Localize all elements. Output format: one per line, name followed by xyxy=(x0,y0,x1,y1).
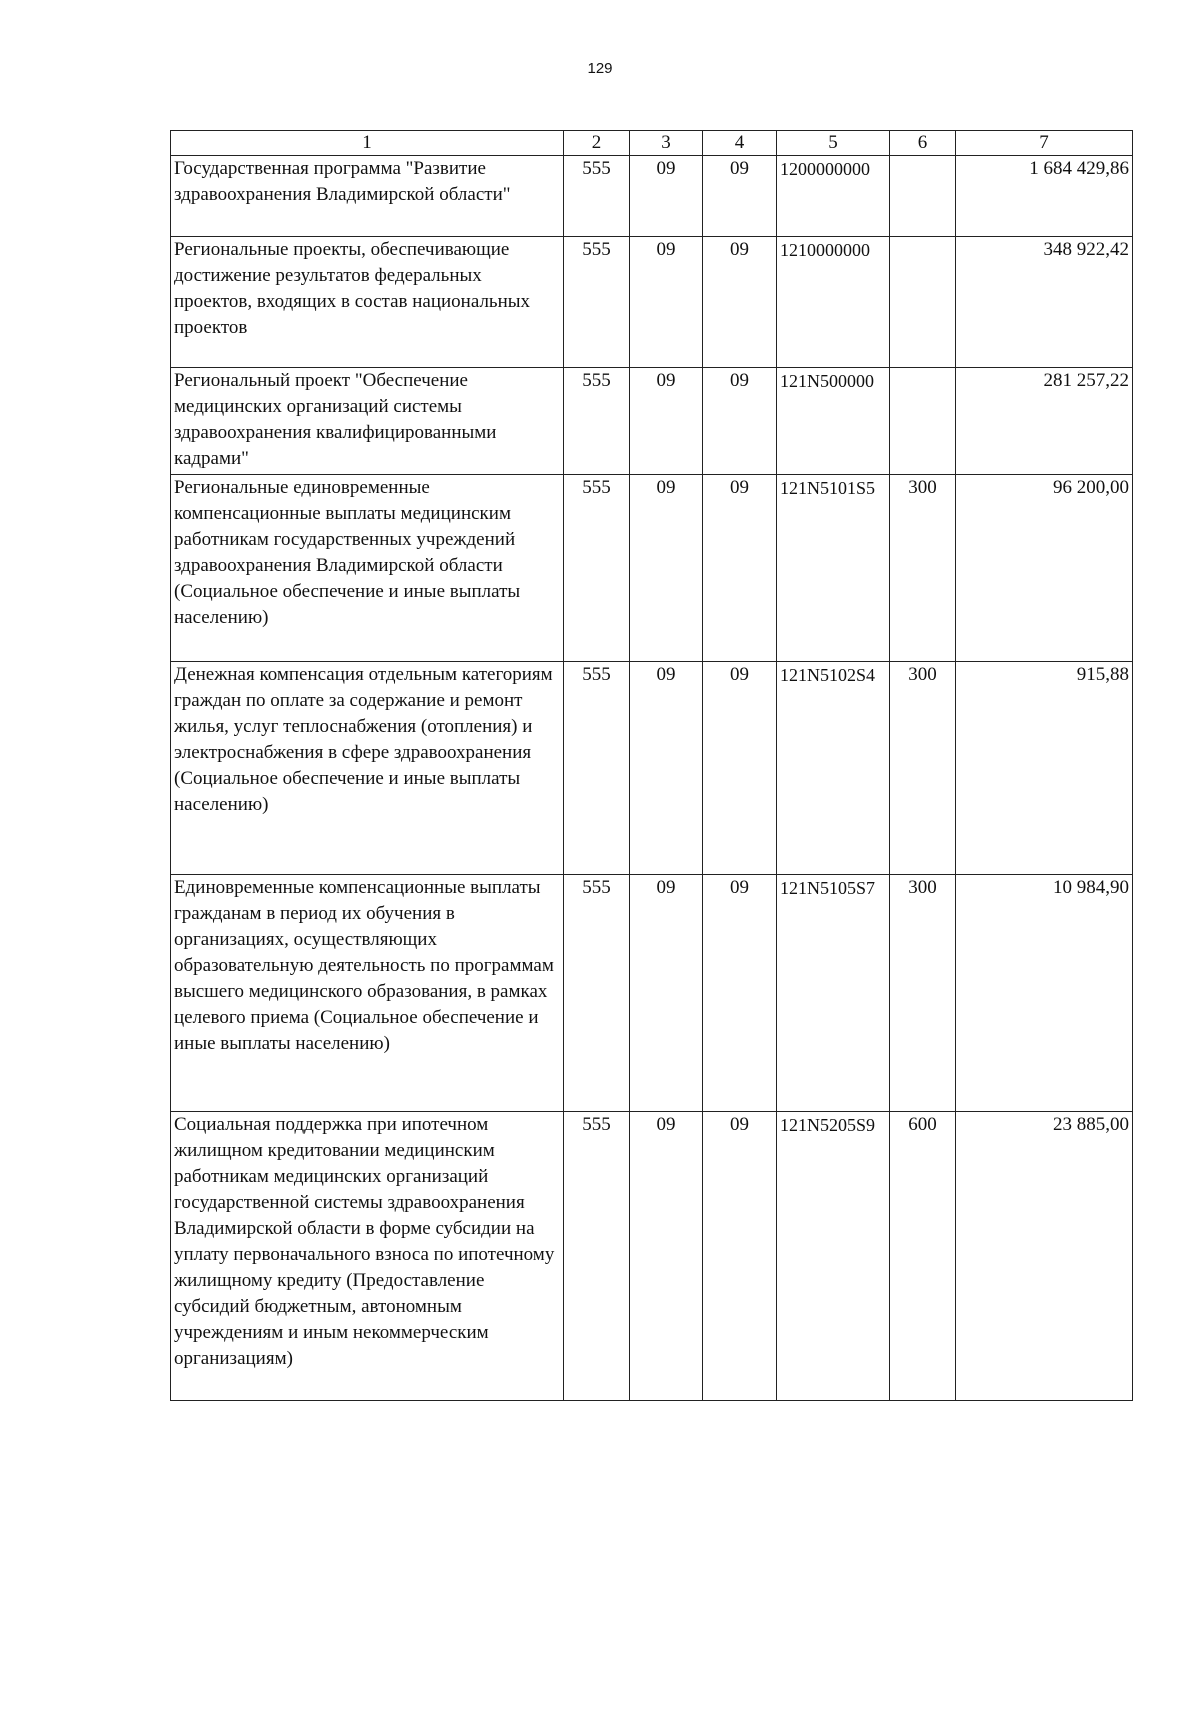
row-ministry: 555 xyxy=(564,237,630,368)
row-target: 121N5102S4 xyxy=(777,662,890,875)
row-section: 09 xyxy=(630,237,703,368)
row-amount: 23 885,00 xyxy=(956,1112,1133,1401)
page-number: 129 xyxy=(587,60,613,77)
row-subsection: 09 xyxy=(703,156,777,237)
row-section: 09 xyxy=(630,1112,703,1401)
row-name: Единовременные компенсационные выплаты гражданам в период их обучения в организациях, осуществляющих образовательную деятельность по программам высшего медицинского образования, в рамках целевого приема (Социальное обеспечение и иные выплаты населению) xyxy=(171,875,564,1112)
row-section: 09 xyxy=(630,156,703,237)
row-section: 09 xyxy=(630,875,703,1112)
header-col-4: 4 xyxy=(703,131,777,156)
row-subsection: 09 xyxy=(703,368,777,475)
row-target: 1210000000 xyxy=(777,237,890,368)
table-row xyxy=(171,1112,1133,1401)
row-subsection: 09 xyxy=(703,662,777,875)
row-amount: 915,88 xyxy=(956,662,1133,875)
row-expense-type xyxy=(890,368,956,475)
row-name: Региональные единовременные компенсационные выплаты медицинским работникам государственных учреждений здравоохранения Владимирской области (Социальное обеспечение и иные выплаты населению) xyxy=(171,475,564,662)
row-target: 121N5205S9 xyxy=(777,1112,890,1401)
header-col-2: 2 xyxy=(564,131,630,156)
row-amount: 348 922,42 xyxy=(956,237,1133,368)
table-row xyxy=(171,875,1133,1112)
row-expense-type: 300 xyxy=(890,662,956,875)
row-subsection: 09 xyxy=(703,237,777,368)
row-name: Социальная поддержка при ипотечном жилищном кредитовании медицинским работникам медицинских организаций государственной системы здравоохранения Владимирской области в форме субсидии на уплату первоначального взноса по ипотечному жилищному кредиту (Предоставление субсидий бюджетным, автономным учреждениям и иным некоммерческим организациям) xyxy=(171,1112,564,1401)
header-col-6: 6 xyxy=(890,131,956,156)
row-expense-type: 300 xyxy=(890,875,956,1112)
header-col-1: 1 xyxy=(171,131,564,156)
row-target: 1200000000 xyxy=(777,156,890,237)
table-header xyxy=(171,131,1133,156)
header-row xyxy=(171,131,1133,156)
row-expense-type: 600 xyxy=(890,1112,956,1401)
row-amount: 281 257,22 xyxy=(956,368,1133,475)
row-name: Государственная программа "Развитие здравоохранения Владимирской области" xyxy=(171,156,564,237)
row-subsection: 09 xyxy=(703,475,777,662)
row-section: 09 xyxy=(630,662,703,875)
table-body xyxy=(171,156,1133,1401)
row-ministry: 555 xyxy=(564,368,630,475)
header-col-3: 3 xyxy=(630,131,703,156)
row-expense-type: 300 xyxy=(890,475,956,662)
row-target: 121N5105S7 xyxy=(777,875,890,1112)
row-ministry: 555 xyxy=(564,662,630,875)
row-ministry: 555 xyxy=(564,875,630,1112)
row-name: Региональные проекты, обеспечивающие достижение результатов федеральных проектов, входящих в состав национальных проектов xyxy=(171,237,564,368)
row-subsection: 09 xyxy=(703,875,777,1112)
row-name: Региональный проект "Обеспечение медицинских организаций системы здравоохранения квалифицированными кадрами" xyxy=(171,368,564,475)
table-row xyxy=(171,662,1133,875)
row-expense-type xyxy=(890,156,956,237)
table-row xyxy=(171,156,1133,237)
row-section: 09 xyxy=(630,475,703,662)
row-target: 121N500000 xyxy=(777,368,890,475)
table-row xyxy=(171,368,1133,475)
row-section: 09 xyxy=(630,368,703,475)
row-name: Денежная компенсация отдельным категориям граждан по оплате за содержание и ремонт жилья, услуг теплоснабжения (отопления) и электроснабжения в сфере здравоохранения (Социальное обеспечение и иные выплаты населению) xyxy=(171,662,564,875)
row-amount: 10 984,90 xyxy=(956,875,1133,1112)
row-amount: 1 684 429,86 xyxy=(956,156,1133,237)
row-ministry: 555 xyxy=(564,156,630,237)
header-col-7: 7 xyxy=(956,131,1133,156)
row-ministry: 555 xyxy=(564,475,630,662)
row-ministry: 555 xyxy=(564,1112,630,1401)
table-row xyxy=(171,475,1133,662)
row-target: 121N5101S5 xyxy=(777,475,890,662)
row-subsection: 09 xyxy=(703,1112,777,1401)
row-expense-type xyxy=(890,237,956,368)
header-col-5: 5 xyxy=(777,131,890,156)
row-amount: 96 200,00 xyxy=(956,475,1133,662)
budget-table xyxy=(170,130,1133,1401)
table-row xyxy=(171,237,1133,368)
